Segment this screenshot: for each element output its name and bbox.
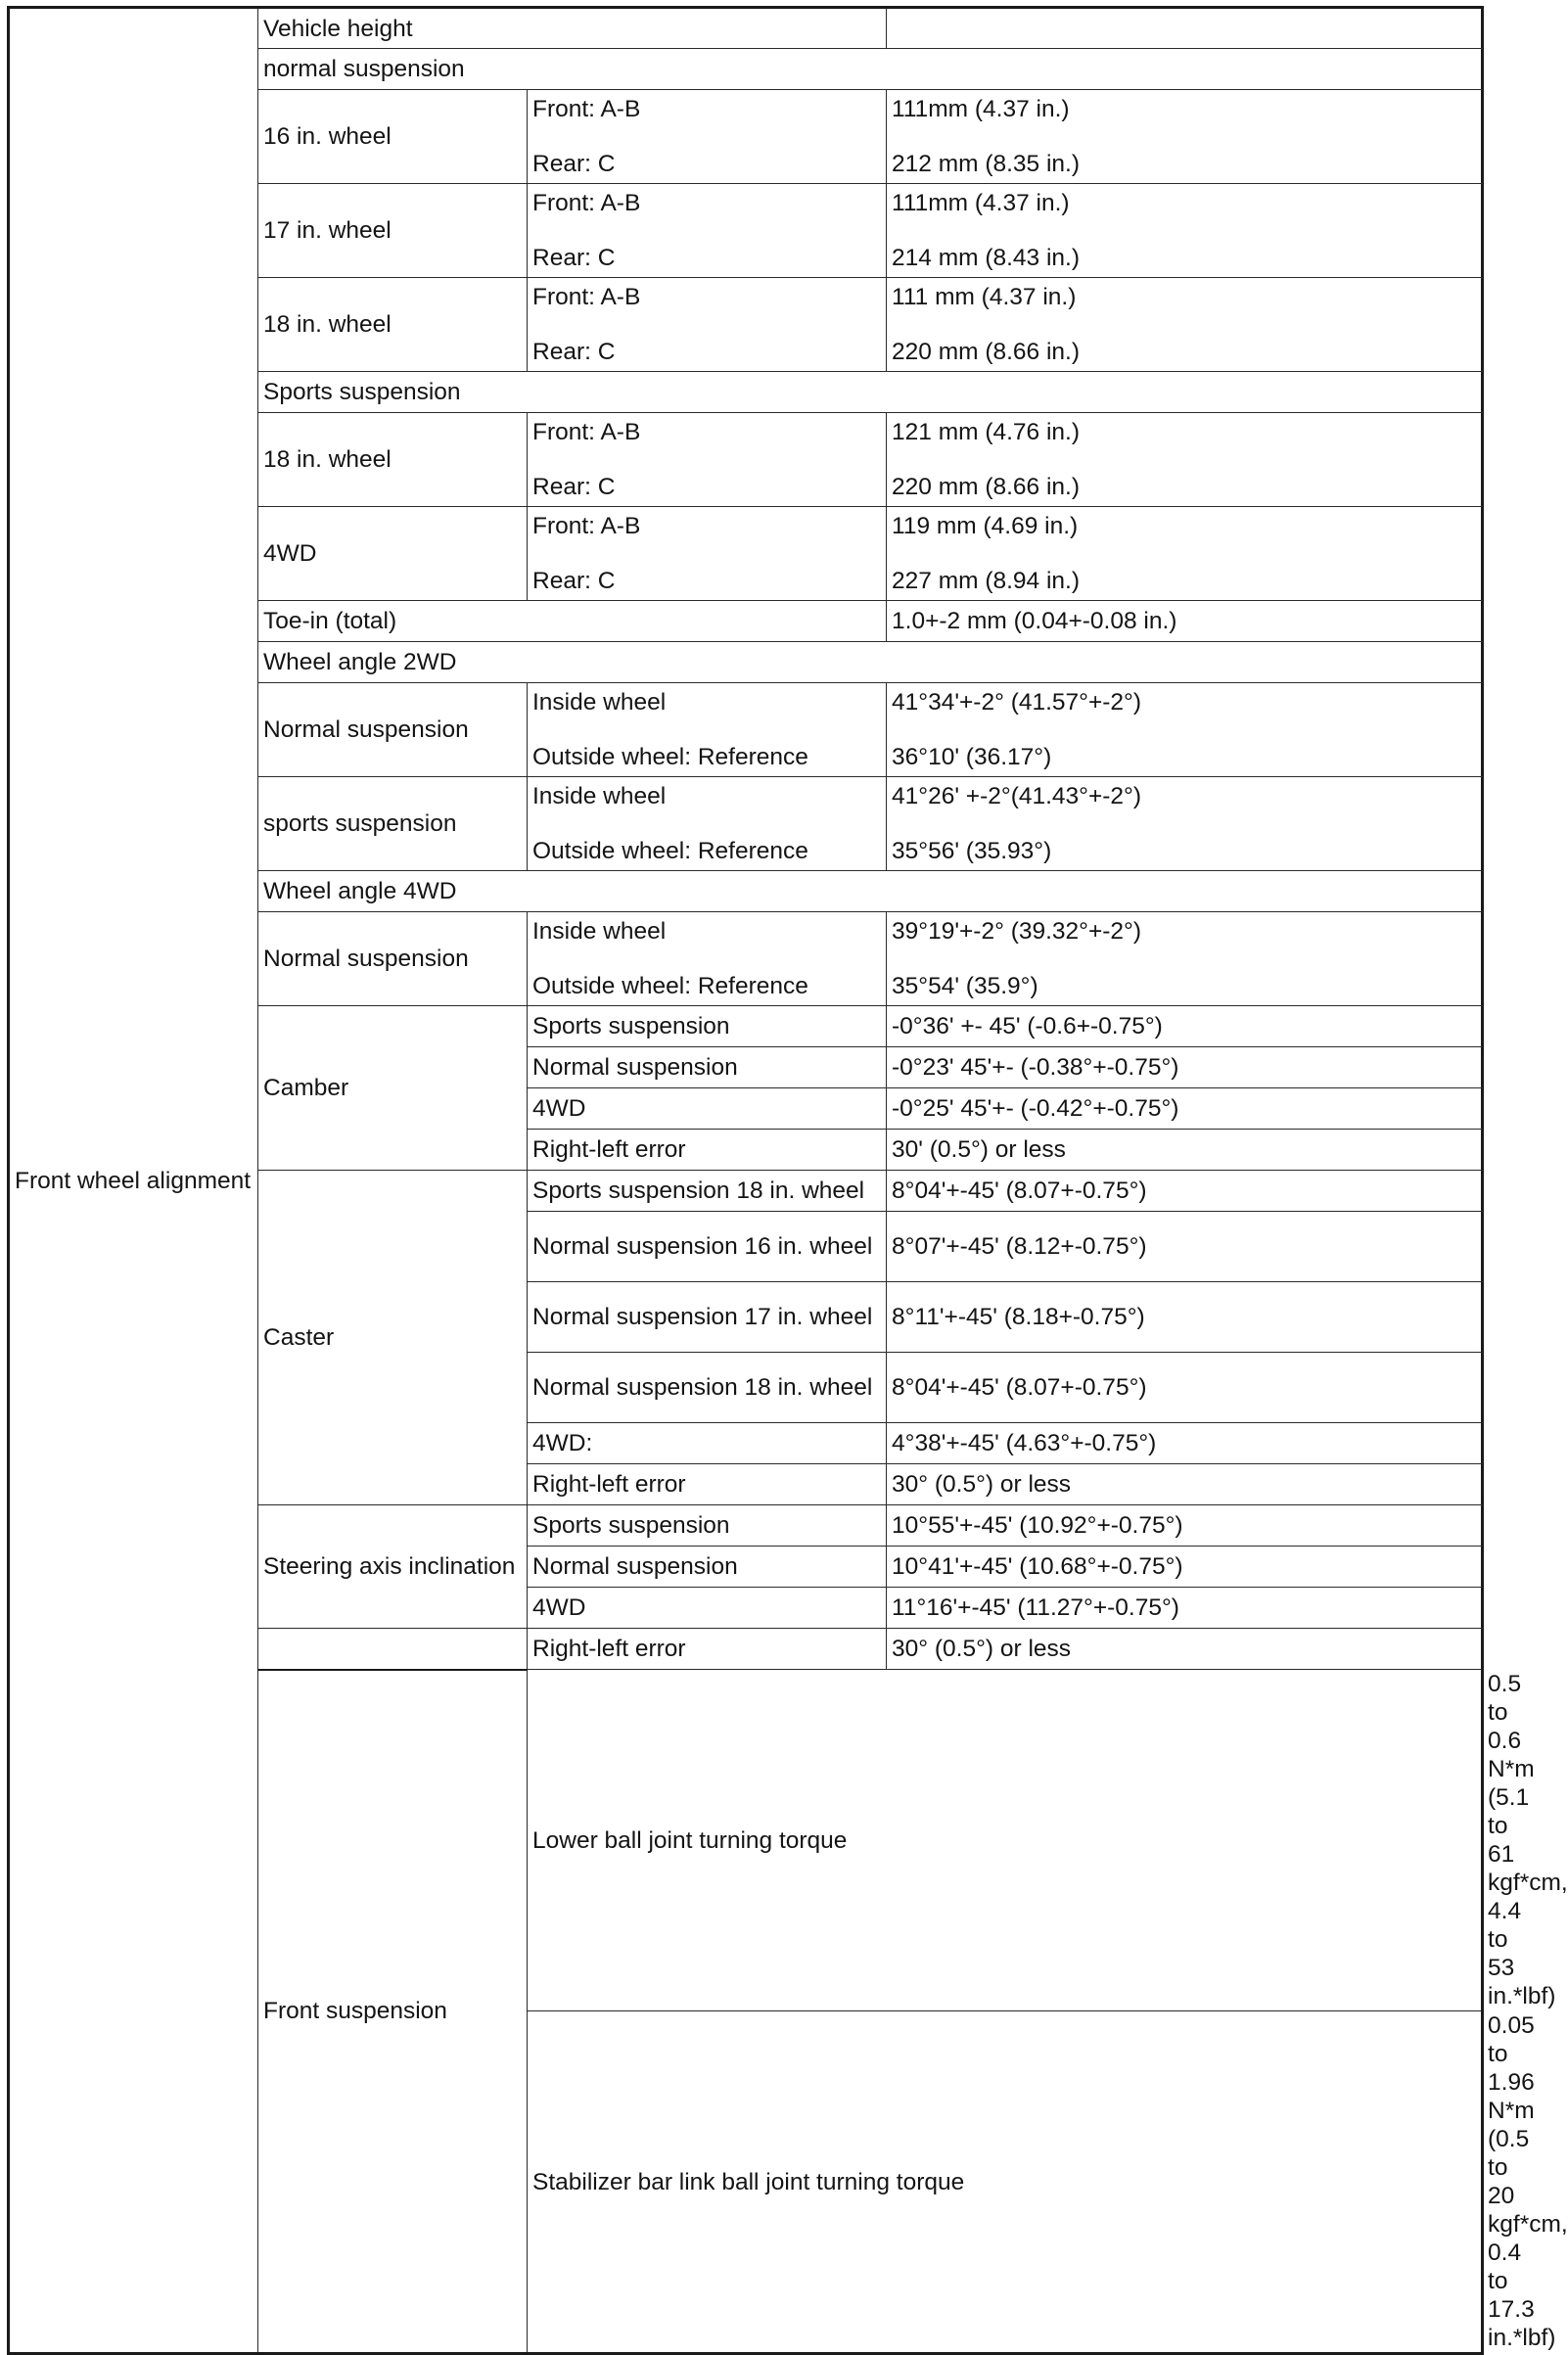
steering-row-value: 10°55'+-45' (10.92°+-0.75°) bbox=[887, 1505, 1483, 1547]
toe-in-value: 1.0+-2 mm (0.04+-0.08 in.) bbox=[887, 601, 1483, 642]
caster-row-value: 8°11'+-45' (8.18+-0.75°) bbox=[887, 1282, 1483, 1353]
vehicle-height-label: Vehicle height bbox=[258, 8, 887, 49]
caster-row-label: Normal suspension 18 in. wheel bbox=[528, 1353, 887, 1423]
caster-row-label: Normal suspension 17 in. wheel bbox=[528, 1282, 887, 1353]
camber-row-label: Normal suspension bbox=[528, 1047, 887, 1088]
camber-row-label: Right-left error bbox=[528, 1130, 887, 1171]
caster-row-value: 8°07'+-45' (8.12+-0.75°) bbox=[887, 1212, 1483, 1282]
inside-wheel-label: Inside wheel bbox=[528, 912, 887, 959]
outside-wheel-label: Outside wheel: Reference bbox=[528, 730, 887, 777]
front-ab-label: Front: A-B bbox=[528, 278, 887, 325]
sports-wheel-18-label: 18 in. wheel bbox=[258, 413, 528, 507]
inside-wheel-value: 41°26' +-2°(41.43°+-2°) bbox=[887, 777, 1483, 824]
camber-row-value: 30' (0.5°) or less bbox=[887, 1130, 1483, 1171]
steering-row-label: 4WD bbox=[528, 1588, 887, 1629]
sports-4wd-label: 4WD bbox=[258, 507, 528, 601]
wheel-angle-4wd-heading: Wheel angle 4WD bbox=[258, 871, 1483, 912]
stabilizer-bar-label: Stabilizer bar link ball joint turning torque bbox=[528, 2011, 1483, 2354]
toe-in-label: Toe-in (total) bbox=[258, 601, 887, 642]
front-ab-value: 119 mm (4.69 in.) bbox=[887, 507, 1483, 554]
normal-suspension-heading: normal suspension bbox=[258, 49, 1483, 90]
caster-row-value: 8°04'+-45' (8.07+-0.75°) bbox=[887, 1353, 1483, 1423]
rear-c-label: Rear: C bbox=[528, 231, 887, 278]
rear-c-value: 220 mm (8.66 in.) bbox=[887, 460, 1483, 507]
caster-row-label: Normal suspension 16 in. wheel bbox=[528, 1212, 887, 1282]
front-ab-value: 121 mm (4.76 in.) bbox=[887, 413, 1483, 460]
wheel-18-label: 18 in. wheel bbox=[258, 278, 528, 372]
front-ab-value: 111 mm (4.37 in.) bbox=[887, 278, 1483, 325]
outside-wheel-label: Outside wheel: Reference bbox=[528, 824, 887, 871]
spec-table: Front wheel alignment Vehicle height normal suspension 16 in. wheel Front: A-B 111mm (4.37 in.) Rear: C 212 mm (8.35 in.) 17 in. wheel Front: A-B 111mm (4.37 in.) Rear: C 214 mm (8.43 in.) 18 in. wheel Front: A-B 111 mm (4.37 in.) Rear: C 220 mm (8.66 in.) Sports suspension 18 in. wheel Front: A-B 121 mm (4.76 in.) Rear: C 220 mm (8.66 in.) 4WD Front: A-B 119 mm (4.69 in.) Rear: C 227 mm (8.94 in.) Toe-in (total) 1.0+-2 mm (0.04+-0.08 in.) Wheel angle 2WD Normal suspension Inside wheel 41°34'+-2° (41.57°+-2°) Outside wheel: Reference 36°10' (36.17°) sports suspension Inside wheel 41°26' +-2°(41.43°+-2°) Outside wheel: Reference 35°56' (35.93°) Wheel angle 4WD Normal suspension Inside wheel 39°19'+-2° (39.32°+-2°) Outside wheel: Reference 35°54' (35.9°) Camber Sports suspension -0°36' +- 45' (-0.6+-0.75°) Normal suspension -0°23' 45'+- (-0.38°+-0.75°) 4WD -0°25' 45'+- (-0.42°+-0.75°) Right-left error 30' (0.5°) or less Caster Sports suspension 18 in. wheel 8°04'+-45' (8.07+-0.75°) Normal suspension 16 in. wheel 8°07'+-45' (8.12+-0.75°) Normal suspension 17 in. wheel 8°11'+-45' (8.18+-0.75°) Normal suspension 18 in. wheel 8°04'+-45' (8.07+-0.75°) 4WD: 4°38'+-45' (4.63°+-0.75°) Right-left error 30° (0.5°) or less Steering axis inclination Sports suspension 10°55'+-45' (10.92°+-0.75°) Normal suspension 10°41'+-45' (10.68°+-0.75°) 4WD 11°16'+-45' (11.27°+-0.75°) Right-left error 30° (0.5°) or less Front suspension Lower ball joint turning torque 0.5 to 0.6 N*m (5.1 to 61 kgf*cm, 4.4 to 53 in.*lbf) Stabilizer bar link ball joint turning torque 0.05 to 1.96 N*m (0.5 to 20 kgf*cm, 0.4 to 17.3 in.*lbf) bbox=[7, 6, 1484, 2355]
caster-row-value: 30° (0.5°) or less bbox=[887, 1464, 1483, 1505]
caster-label: Caster bbox=[258, 1171, 528, 1505]
steering-row-value: 10°41'+-45' (10.68°+-0.75°) bbox=[887, 1547, 1483, 1588]
outside-wheel-value: 36°10' (36.17°) bbox=[887, 730, 1483, 777]
inside-wheel-label: Inside wheel bbox=[528, 683, 887, 730]
sports-suspension-heading: Sports suspension bbox=[258, 372, 1483, 413]
camber-label: Camber bbox=[258, 1006, 528, 1171]
section-front-wheel-alignment: Front wheel alignment bbox=[9, 8, 258, 2354]
camber-row-value: -0°23' 45'+- (-0.38°+-0.75°) bbox=[887, 1047, 1483, 1088]
caster-row-label: 4WD: bbox=[528, 1423, 887, 1464]
wa4wd-normal-label: Normal suspension bbox=[258, 912, 528, 1006]
lower-ball-joint-label: Lower ball joint turning torque bbox=[528, 1670, 1483, 2011]
section-front-suspension: Front suspension bbox=[258, 1670, 528, 2354]
steering-row-value: 30° (0.5°) or less bbox=[887, 1629, 1483, 1670]
camber-row-value: -0°36' +- 45' (-0.6+-0.75°) bbox=[887, 1006, 1483, 1047]
steering-row-label: Normal suspension bbox=[528, 1547, 887, 1588]
front-ab-label: Front: A-B bbox=[528, 90, 887, 137]
steering-row-label: Right-left error bbox=[528, 1629, 887, 1670]
wheel-17-label: 17 in. wheel bbox=[258, 184, 528, 278]
rear-c-label: Rear: C bbox=[528, 137, 887, 184]
outside-wheel-value: 35°56' (35.93°) bbox=[887, 824, 1483, 871]
front-ab-label: Front: A-B bbox=[528, 413, 887, 460]
rear-c-value: 212 mm (8.35 in.) bbox=[887, 137, 1483, 184]
camber-row-label: Sports suspension bbox=[528, 1006, 887, 1047]
front-ab-value: 111mm (4.37 in.) bbox=[887, 184, 1483, 231]
camber-row-value: -0°25' 45'+- (-0.42°+-0.75°) bbox=[887, 1088, 1483, 1130]
front-ab-value: 111mm (4.37 in.) bbox=[887, 90, 1483, 137]
empty-cell bbox=[258, 1629, 528, 1670]
rear-c-value: 227 mm (8.94 in.) bbox=[887, 554, 1483, 601]
steering-axis-label: Steering axis inclination bbox=[258, 1505, 528, 1629]
camber-row-label: 4WD bbox=[528, 1088, 887, 1130]
rear-c-label: Rear: C bbox=[528, 460, 887, 507]
inside-wheel-value: 41°34'+-2° (41.57°+-2°) bbox=[887, 683, 1483, 730]
caster-row-value: 8°04'+-45' (8.07+-0.75°) bbox=[887, 1171, 1483, 1212]
steering-row-value: 11°16'+-45' (11.27°+-0.75°) bbox=[887, 1588, 1483, 1629]
caster-row-label: Right-left error bbox=[528, 1464, 887, 1505]
rear-c-label: Rear: C bbox=[528, 325, 887, 372]
wheel-angle-2wd-heading: Wheel angle 2WD bbox=[258, 642, 1483, 683]
inside-wheel-value: 39°19'+-2° (39.32°+-2°) bbox=[887, 912, 1483, 959]
front-ab-label: Front: A-B bbox=[528, 184, 887, 231]
wa2wd-sports-label: sports suspension bbox=[258, 777, 528, 871]
caster-row-label: Sports suspension 18 in. wheel bbox=[528, 1171, 887, 1212]
inside-wheel-label: Inside wheel bbox=[528, 777, 887, 824]
caster-row-value: 4°38'+-45' (4.63°+-0.75°) bbox=[887, 1423, 1483, 1464]
vehicle-height-value bbox=[887, 8, 1483, 49]
rear-c-value: 214 mm (8.43 in.) bbox=[887, 231, 1483, 278]
rear-c-value: 220 mm (8.66 in.) bbox=[887, 325, 1483, 372]
outside-wheel-value: 35°54' (35.9°) bbox=[887, 959, 1483, 1006]
steering-row-label: Sports suspension bbox=[528, 1505, 887, 1547]
front-ab-label: Front: A-B bbox=[528, 507, 887, 554]
wa2wd-normal-label: Normal suspension bbox=[258, 683, 528, 777]
rear-c-label: Rear: C bbox=[528, 554, 887, 601]
outside-wheel-label: Outside wheel: Reference bbox=[528, 959, 887, 1006]
wheel-16-label: 16 in. wheel bbox=[258, 90, 528, 184]
